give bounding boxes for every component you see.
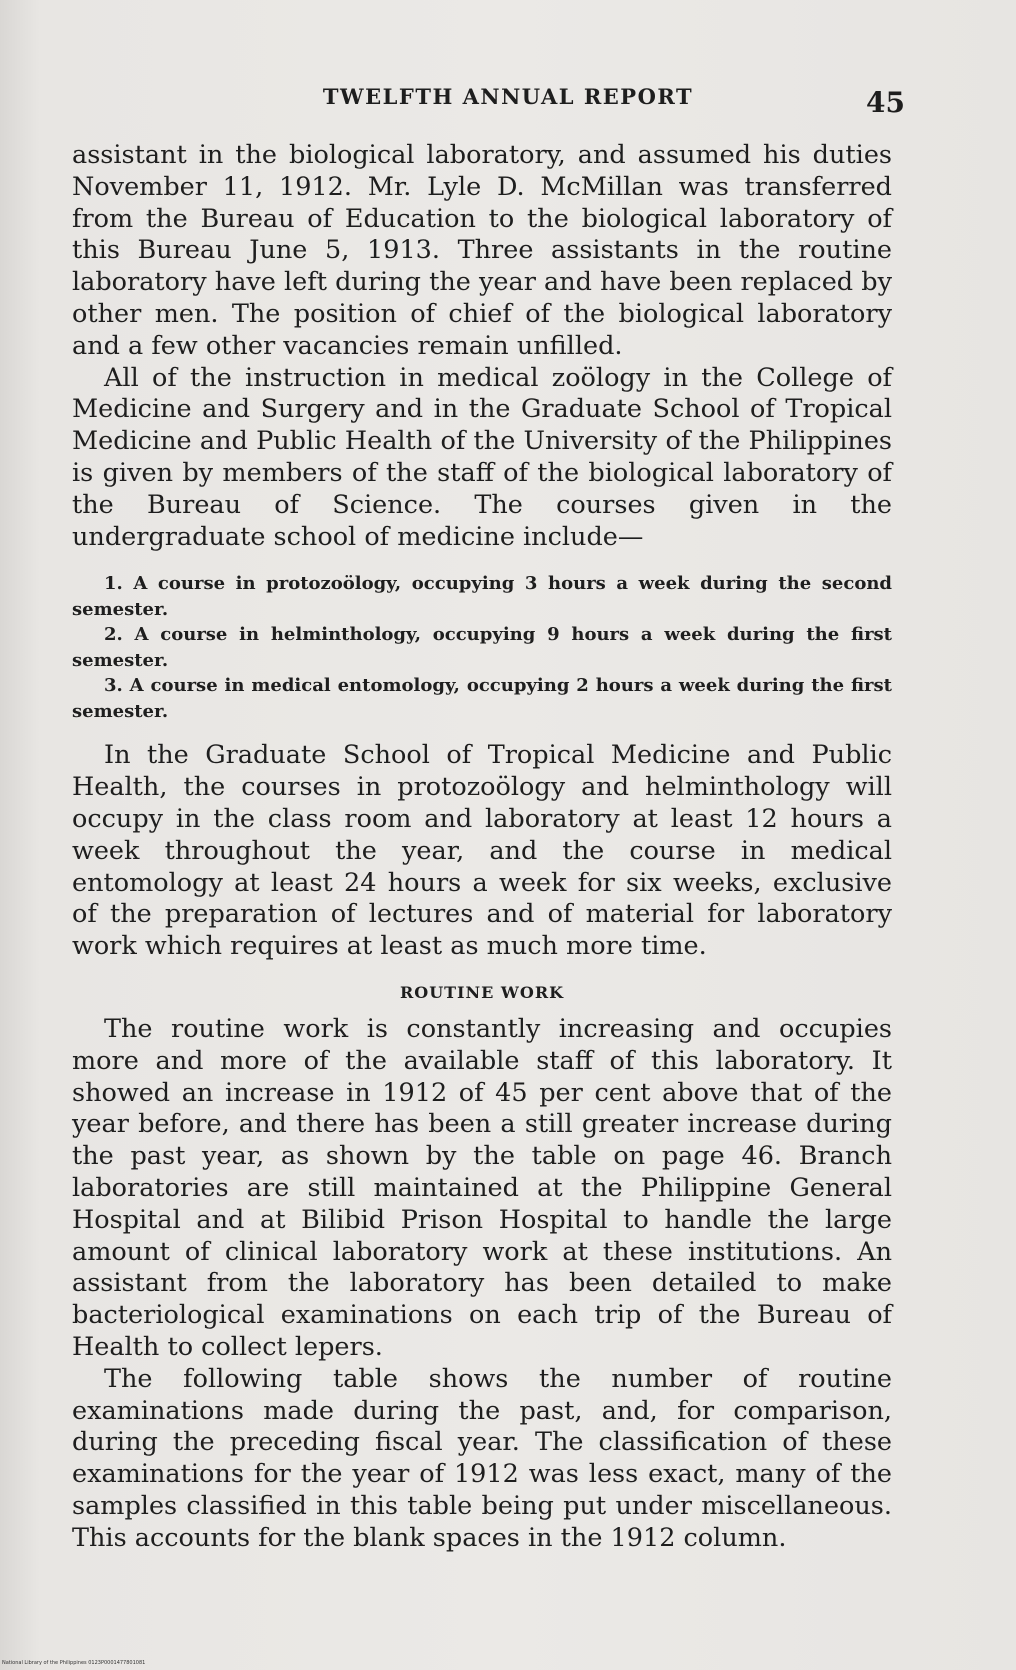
course-item: 1. A course in protozoölogy, occupying 3 hours a week during the second semester. <box>72 573 892 620</box>
paragraph-table-intro: The following table shows the number of routine examinations made during the past, and, for comparison, during the preceding fiscal year. The classification of these examinations for the year of 1912 was less exact, many of the samples classified in this table being put under miscellaneous. This accounts for the blank spaces in the 1912 column. <box>72 1363 892 1553</box>
paragraph-instruction: All of the instruction in medical zoölogy in the College of Medicine and Surgery and in the Graduate School of Tropical Medicine and Public Health of the University of the Philippines is given by members of the staff of the biological laboratory of the Bureau of Science. The courses given in the undergraduate school of medicine include— <box>72 362 892 552</box>
page-number: 45 <box>866 86 905 119</box>
paragraph-staff: assistant in the biological laboratory, and assumed his duties November 11, 1912. Mr. Lyle D. McMillan was transferred from the Bureau of Education to the biological laboratory of this Bureau June 5, 1913. Three assistants in the routine laboratory have left during the year and have been replaced by other men. The position of chief of the biological laboratory and a few other vacancies remain unfilled. <box>72 140 892 361</box>
page-body <box>72 140 892 1554</box>
running-title: TWELFTH ANNUAL REPORT <box>322 84 694 109</box>
paragraph-routine-work: The routine work is constantly increasing and occupies more and more of the available staff of this laboratory. It showed an increase in 1912 of 45 per cent above that of the year before, and there has been a still greater increase during the past year, as shown by the table on page 46. Branch laboratories are still maintained at the Philippine General Hospital and at Bilibid Prison Hospital to handle the large amount of clinical laboratory work at these institutions. An assistant from the laboratory has been detailed to make bacteriological examinations on each trip of the Bureau of Health to collect lepers. <box>72 1013 892 1362</box>
course-item: 2. A course in helminthology, occupying 9 hours a week during the first semester. <box>72 624 892 671</box>
section-heading-routine-work: ROUTINE WORK <box>399 982 565 1002</box>
paragraph-graduate-school: In the Graduate School of Tropical Medicine and Public Health, the courses in protozoölogy and helminthology will occupy in the class room and laboratory at least 12 hours a week throughout the year, and the course in medical entomology at least 24 hours a week for six weeks, exclusive of the preparation of lectures and of material for laboratory work which requires at least as much more time. <box>72 740 892 962</box>
library-footer-note: National Library of the Philippines 0123P0001477801081 <box>2 1660 146 1666</box>
course-list <box>72 571 892 724</box>
course-item: 3. A course in medical entomology, occupying 2 hours a week during the first semester. <box>72 675 892 722</box>
